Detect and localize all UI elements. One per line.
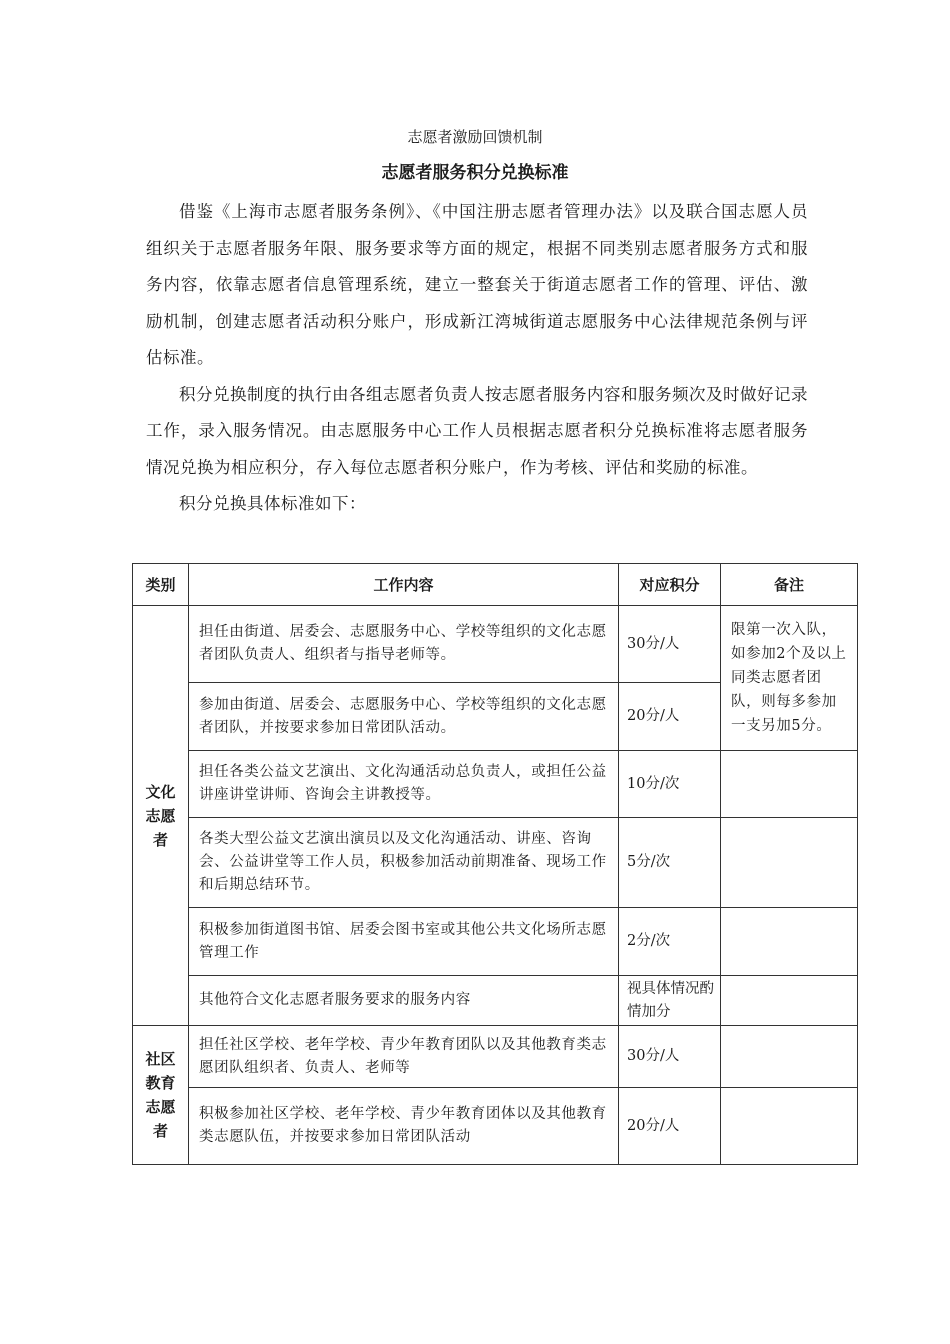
work-content: 积极参加社区学校、老年学校、青少年教育团体以及其他教育类志愿队伍，并按要求参加日常团队活动 [189,1088,619,1165]
table-row [133,606,858,683]
work-content: 各类大型公益文艺演出演员以及文化沟通活动、讲座、咨询会、公益讲堂等工作人员，积极参加活动前期准备、现场工作和后期总结环节。 [189,818,619,908]
work-content: 积极参加街道图书馆、居委会图书室或其他公共文化场所志愿管理工作 [189,908,619,976]
header-note: 备注 [721,564,858,606]
points-value: 20分/人 [619,683,721,751]
note-cell-empty [721,1088,858,1165]
points-value: 视具体情况酌情加分 [619,976,721,1026]
points-value: 30分/人 [619,1026,721,1088]
work-content: 担任各类公益文艺演出、文化沟通活动总负责人，或担任公益讲座讲堂讲师、咨询会主讲教授等。 [189,751,619,818]
points-value: 10分/次 [619,751,721,818]
work-content: 其他符合文化志愿者服务要求的服务内容 [189,976,619,1026]
header-content: 工作内容 [189,564,619,606]
note-cell: 限第一次入队，如参加2个及以上同类志愿者团队，则每多参加一支另加5分。 [721,606,858,751]
note-cell-empty [721,908,858,976]
document-header: 志愿者激励回馈机制 [407,128,543,146]
points-value: 5分/次 [619,818,721,908]
work-content: 担任社区学校、老年学校、青少年教育团队以及其他教育类志愿团队组织者、负责人、老师等 [189,1026,619,1088]
category-community-education: 社区 教育 志愿 者 [133,1026,189,1165]
work-content: 担任由街道、居委会、志愿服务中心、学校等组织的文化志愿者团队负责人、组织者与指导老师等。 [189,606,619,683]
note-cell-empty [721,818,858,908]
points-value: 20分/人 [619,1088,721,1165]
table-row [133,751,858,818]
table-row [133,1026,858,1088]
table-row [133,818,858,908]
document-title: 志愿者服务积分兑换标准 [381,163,569,183]
note-cell-empty [721,976,858,1026]
points-value: 30分/人 [619,606,721,683]
table-header-row [133,564,858,606]
note-cell-empty [721,751,858,818]
work-content: 参加由街道、居委会、志愿服务中心、学校等组织的文化志愿者团队，并按要求参加日常团队活动。 [189,683,619,751]
header-category: 类别 [133,564,189,606]
table-row [133,1088,858,1165]
note-cell-empty [721,1026,858,1088]
points-value: 2分/次 [619,908,721,976]
paragraph-intro: 借鉴《上海市志愿者服务条例》、《中国注册志愿者管理办法》以及联合国志愿人员组织关于志愿者服务年限、服务要求等方面的规定，根据不同类别志愿者服务方式和服务内容，依靠志愿者信息管理系统，建立一整套关于街道志愿者工作的管理、评估、激励机制，创建志愿者活动积分账户，形成新江湾城街道志愿服务中心法律规范条例与评估标准。 [146,202,808,367]
category-culture: 文化 志愿 者 [133,606,189,1026]
body-text [146,194,808,523]
points-standard-table [132,563,858,1165]
table-row [133,908,858,976]
table-row [133,976,858,1026]
paragraph-procedure: 积分兑换制度的执行由各组志愿者负责人按志愿者服务内容和服务频次及时做好记录工作，录入服务情况。由志愿服务中心工作人员根据志愿者积分兑换标准将志愿者服务情况兑换为相应积分，存入每位志愿者积分账户，作为考核、评估和奖励的标准。 [146,384,808,477]
header-points: 对应积分 [619,564,721,606]
paragraph-table-lead: 积分兑换具体标准如下： [179,494,366,513]
